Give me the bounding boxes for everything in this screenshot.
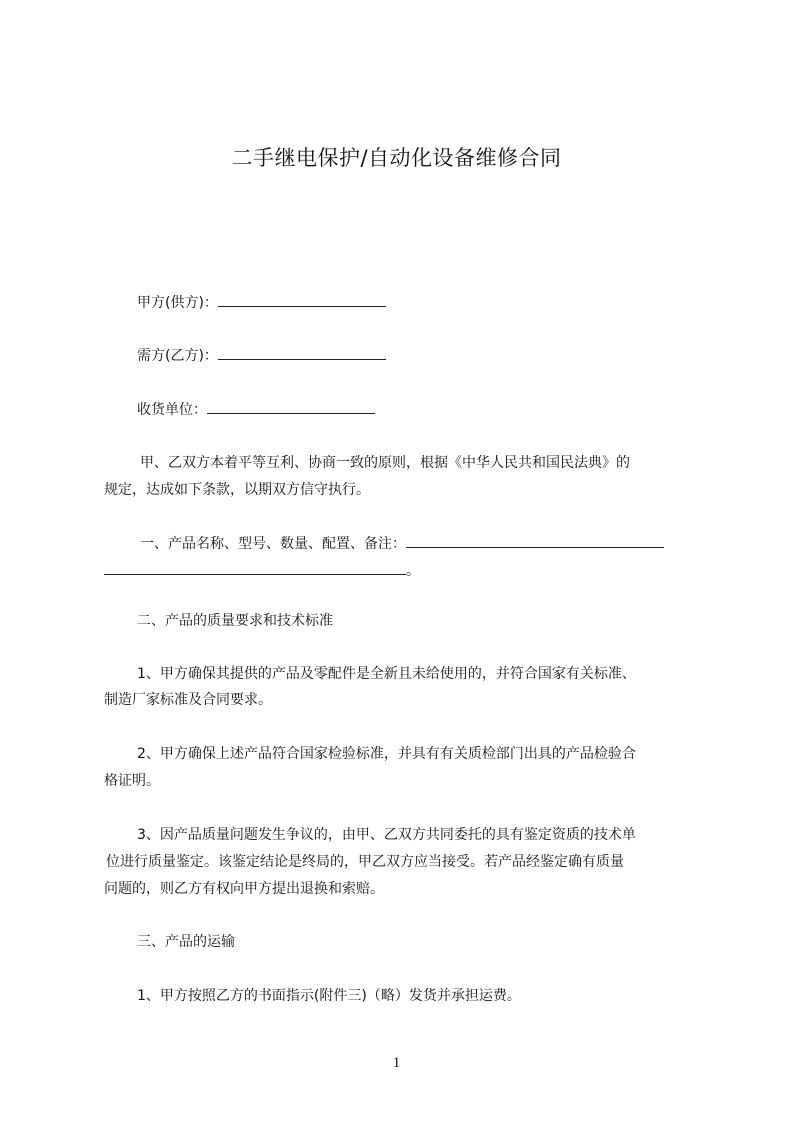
party-b-line [137, 345, 386, 366]
section1-end: 。 [406, 563, 420, 579]
party-a-label: 甲方(供方)： [137, 295, 218, 311]
intro-paragraph-line1: 甲、乙双方本着平等互利、协商一致的原则，根据《中华人民共和国民法典》的 [140, 455, 630, 471]
party-a-blank[interactable] [218, 292, 386, 307]
intro-paragraph-line2: 规定，达成如下条款，以期双方信守执行。 [104, 482, 370, 498]
s2-item1-line1: 1、甲方确保其提供的产品及零配件是全新且未给使用的，并符合国家有关标准、 [137, 666, 636, 682]
section1-blank-2[interactable] [104, 560, 406, 575]
s2-item2-line2: 格证明。 [104, 773, 160, 789]
s2-item3-line1: 3、因产品质量问题发生争议的，由甲、乙双方共同委托的具有鉴定资质的技术单 [137, 827, 636, 843]
page-number: 1 [392, 1055, 401, 1071]
party-a-line [137, 292, 386, 313]
party-b-blank[interactable] [218, 345, 386, 360]
s2-item3-line3: 问题的，则乙方有权向甲方提出退换和索赔。 [104, 881, 384, 897]
section1-line1 [140, 533, 664, 554]
receiver-line [137, 399, 375, 420]
section1-blank-1[interactable] [406, 533, 664, 548]
section2-title: 二、产品的质量要求和技术标准 [137, 613, 333, 629]
party-b-label: 需方(乙方)： [137, 348, 218, 364]
receiver-blank[interactable] [207, 399, 375, 414]
s2-item3-line2: 位进行质量鉴定。该鉴定结论是终局的，甲乙双方应当接受。若产品经鉴定确有质量 [106, 854, 624, 870]
s3-item1: 1、甲方按照乙方的书面指示(附件三)（略）发货并承担运费。 [137, 988, 521, 1004]
s2-item1-line2: 制造厂家标准及合同要求。 [104, 692, 272, 708]
document-title: 二手继电保护/自动化设备维修合同 [231, 146, 562, 170]
s2-item2-line1: 2、甲方确保上述产品符合国家检验标准，并具有有关质检部门出具的产品检验合 [137, 746, 636, 762]
section1-line2 [104, 560, 420, 581]
section1-label: 一、产品名称、型号、数量、配置、备注： [140, 536, 406, 552]
section3-title: 三、产品的运输 [137, 934, 235, 950]
receiver-label: 收货单位： [137, 402, 207, 418]
